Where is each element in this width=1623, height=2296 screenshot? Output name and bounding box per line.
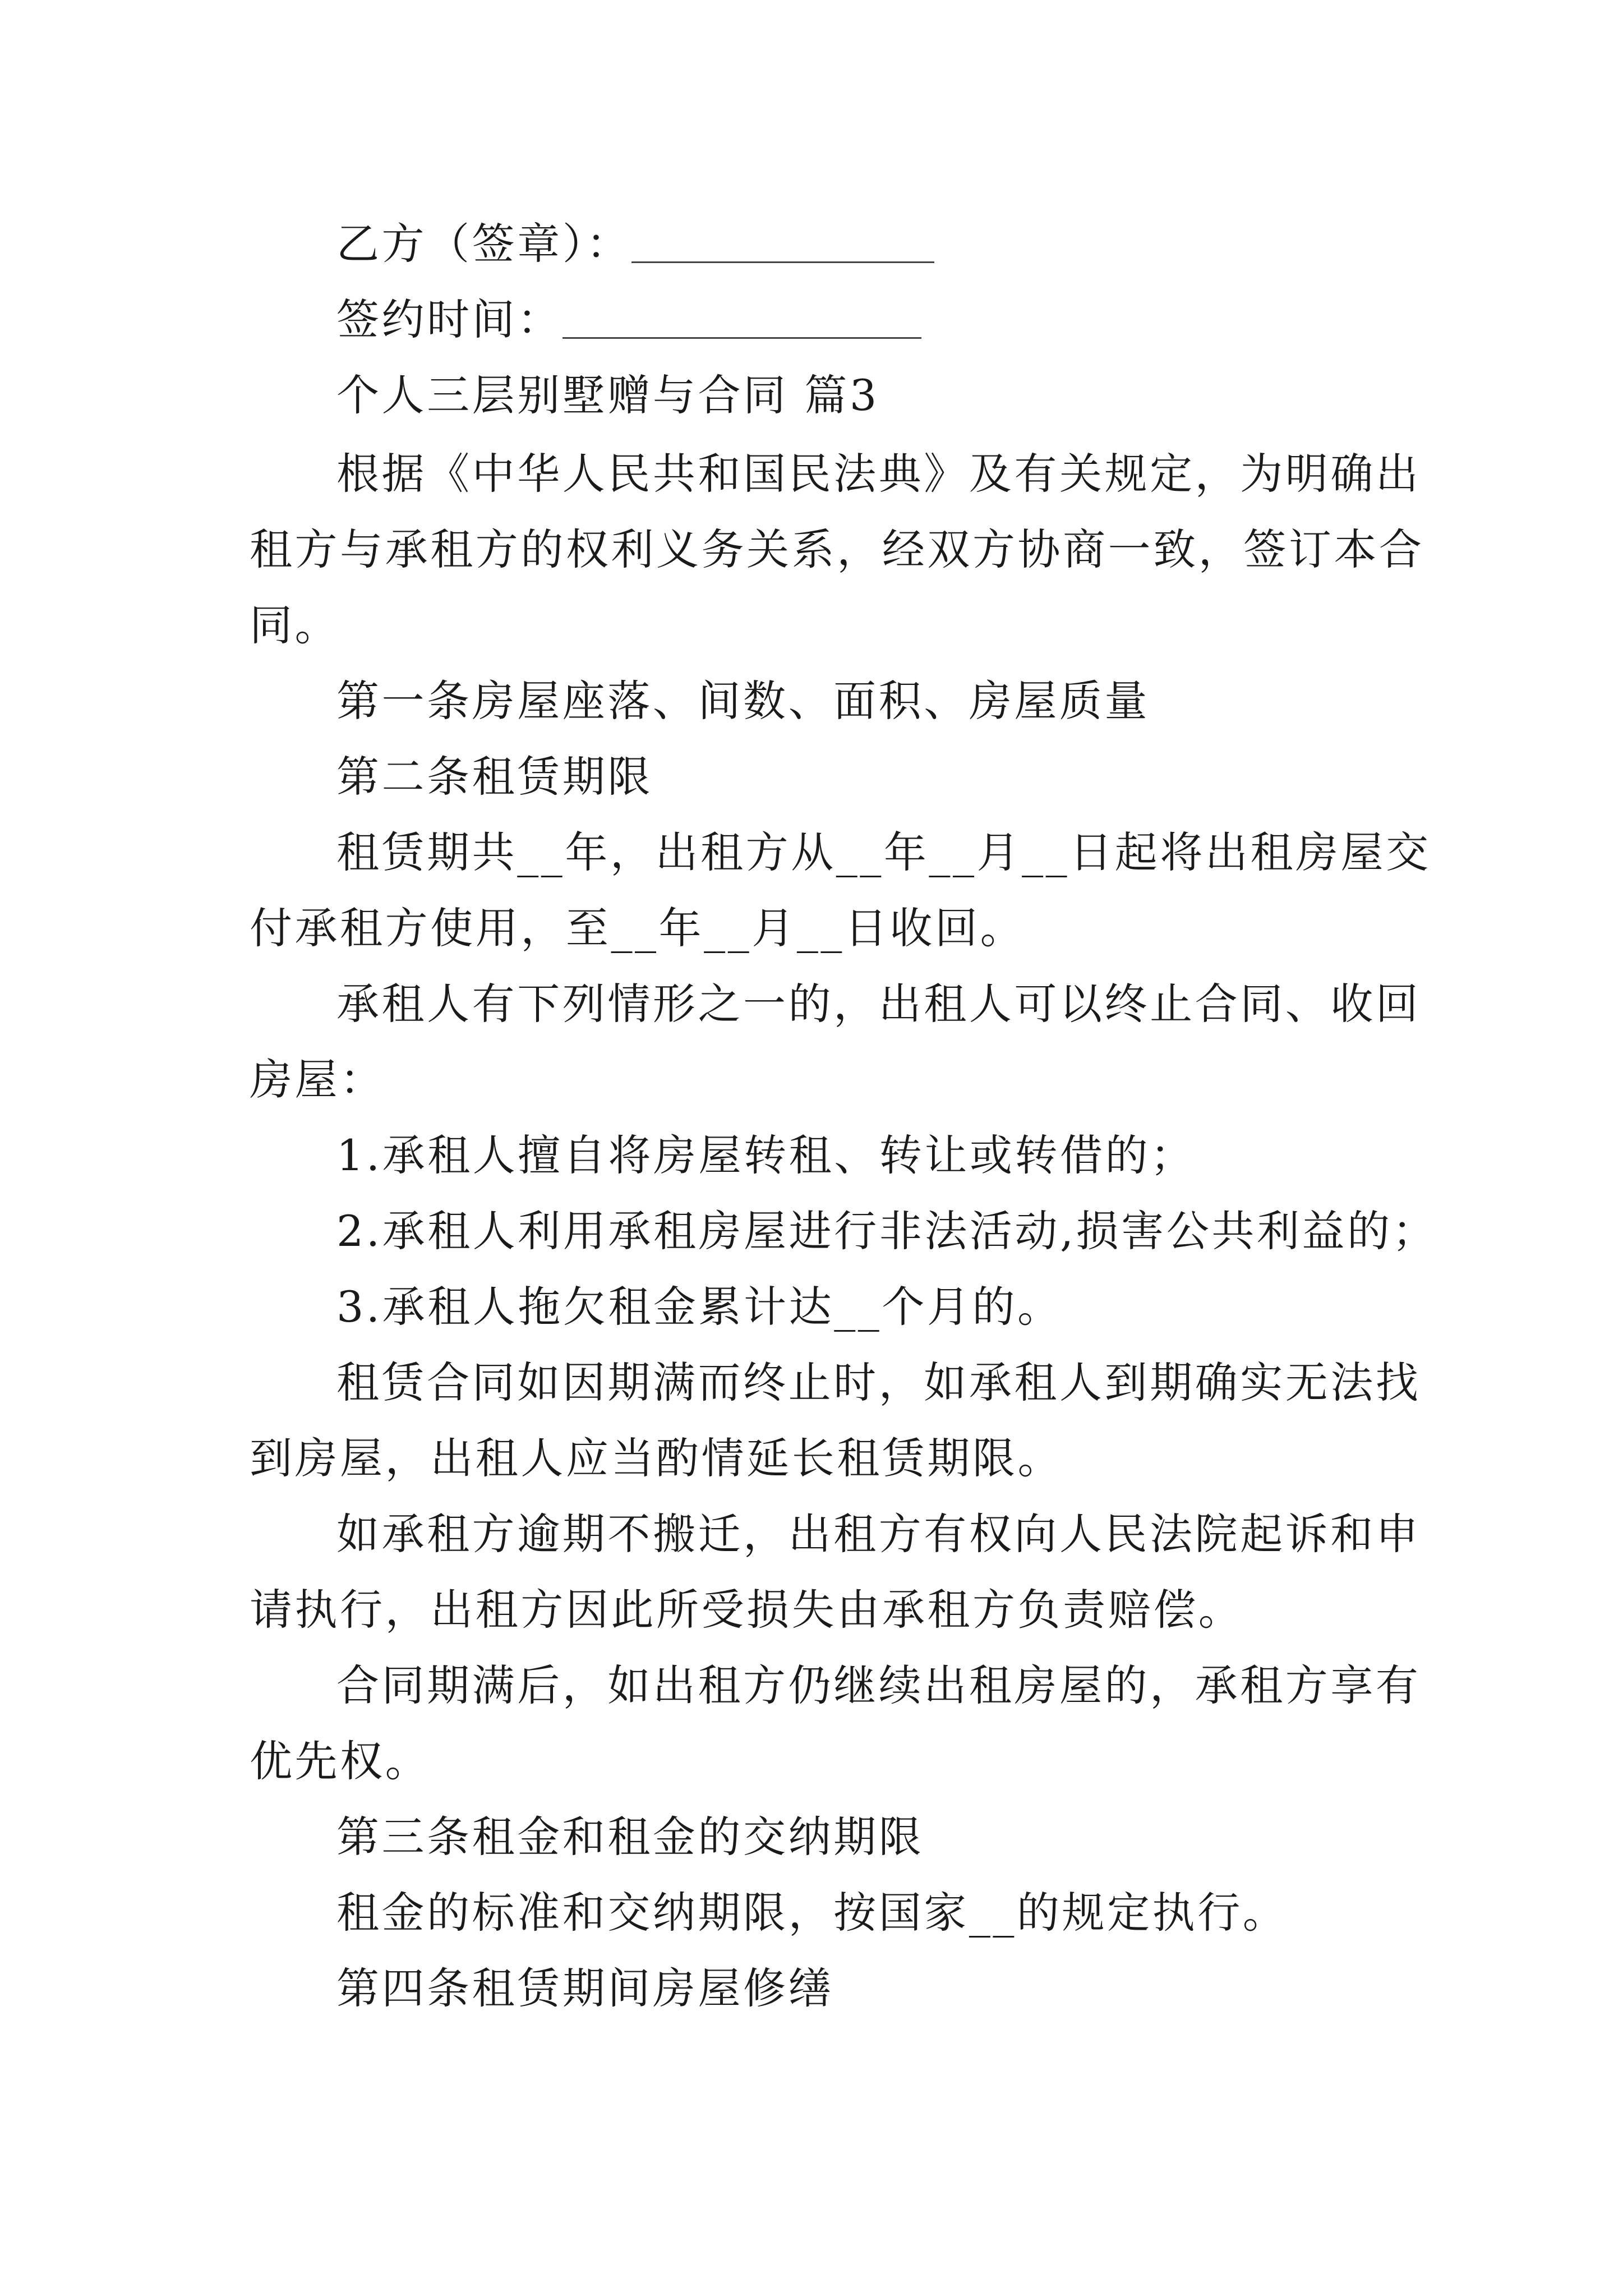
paragraph-line: 请执行，出租方因此所受损失由承租方负责赔偿。 xyxy=(250,1585,1244,1635)
list-item: 2.承租人利用承租房屋进行非法活动,损害公共利益的； xyxy=(336,1206,1438,1256)
paragraph-line: 同。 xyxy=(250,600,340,650)
paragraph-line: 租金的标准和交纳期限，按国家__的规定执行。 xyxy=(336,1888,1288,1938)
party-b-signature-label: 乙方（签章）： xyxy=(336,219,631,269)
party-b-signature-blank xyxy=(631,229,934,263)
paragraph-line: 优先权。 xyxy=(250,1736,431,1786)
article-heading: 第二条租赁期限 xyxy=(336,752,653,802)
paragraph-line: 租赁期共__年，出租方从__年__月__日起将出租房屋交 xyxy=(336,827,1431,877)
paragraph-line: 如承租方逾期不搬迁，出租方有权向人民法院起诉和申 xyxy=(336,1509,1421,1559)
article-heading: 第一条房屋座落、间数、面积、房屋质量 xyxy=(336,676,1150,726)
sign-date-blank xyxy=(562,305,921,339)
paragraph-line: 承租人有下列情形之一的，出租人可以终止合同、收回 xyxy=(336,979,1421,1029)
paragraph-line: 租赁合同如因期满而终止时，如承租人到期确实无法找 xyxy=(336,1358,1421,1407)
paragraph-line: 房屋： xyxy=(250,1055,385,1105)
article-heading: 第三条租金和租金的交纳期限 xyxy=(336,1812,924,1862)
paragraph-line: 根据《中华人民共和国民法典》及有关规定，为明确出 xyxy=(336,449,1421,499)
sign-date-line xyxy=(336,292,921,348)
paragraph-line: 合同期满后，如出租方仍继续出租房屋的，承租方享有 xyxy=(336,1660,1421,1710)
paragraph-line: 付承租方使用，至__年__月__日收回。 xyxy=(250,903,1026,953)
section-heading: 个人三层别墅赠与合同 篇3 xyxy=(336,370,879,420)
party-b-signature-line xyxy=(336,216,934,272)
article-heading: 第四条租赁期间房屋修缮 xyxy=(336,1963,834,2013)
list-item: 3.承租人拖欠租金累计达__个月的。 xyxy=(336,1282,1063,1332)
list-item: 1.承租人擅自将房屋转租、转让或转借的； xyxy=(336,1130,1196,1180)
paragraph-line: 租方与承租方的权利义务关系，经双方协商一致，签订本合 xyxy=(250,524,1424,574)
sign-date-label: 签约时间： xyxy=(336,295,562,344)
paragraph-line: 到房屋，出租人应当酌情延长租赁期限。 xyxy=(250,1433,1063,1483)
